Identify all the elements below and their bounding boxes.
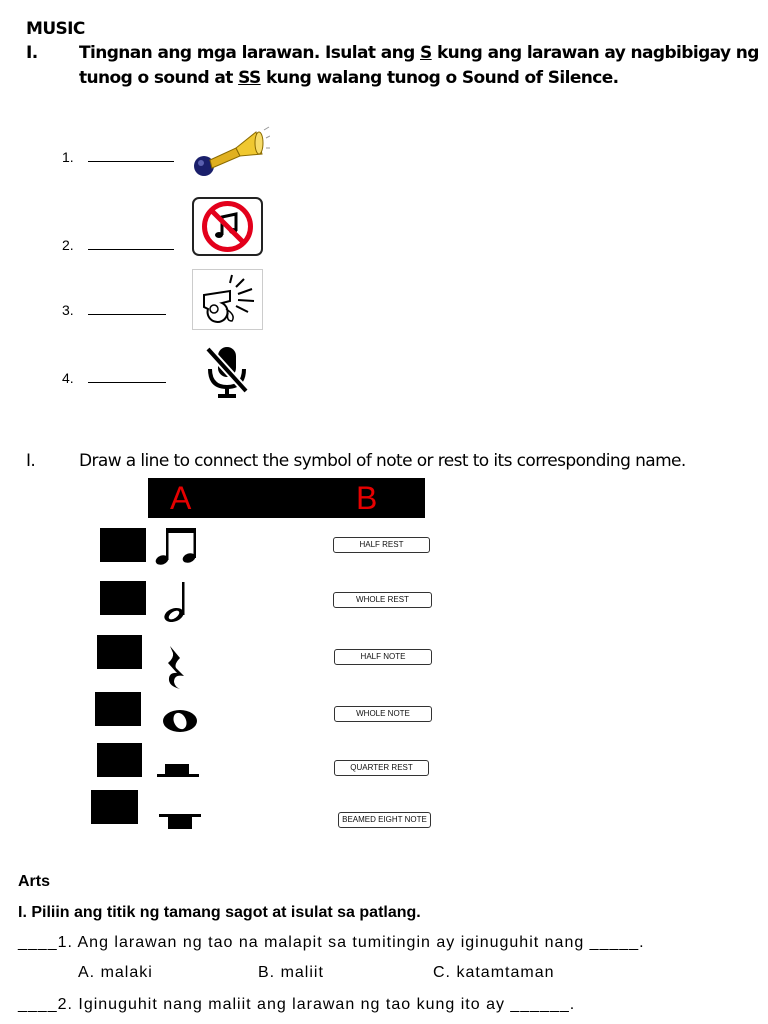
part1-instruction-line1: Tingnan ang mga larawan. Isulat ang S kung ang larawan ay nagbibigay ng: [79, 43, 759, 63]
column-b-label: B: [356, 480, 378, 516]
name-box-3: HALF NOTE: [334, 649, 432, 665]
part1-numeral: I.: [26, 43, 38, 63]
answer-box-4[interactable]: [95, 692, 141, 726]
part2-numeral: I.: [26, 451, 36, 471]
beamed-eighth-notes-icon: [155, 525, 201, 567]
half-rest-icon: [155, 760, 201, 780]
item-2: 2.: [62, 237, 174, 253]
q1-choice-b: B. maliit: [258, 964, 324, 981]
part1-instruction-line2: tunog o sound at SS kung walang tunog o Sound of Silence.: [79, 68, 619, 88]
arts-instruction: I. Piliin ang titik ng tamang sagot at isulat sa patlang.: [18, 904, 421, 921]
answer-box-6[interactable]: [91, 790, 138, 824]
q1-choice-a: A. malaki: [78, 964, 153, 981]
no-music-sign-icon: [192, 197, 263, 256]
trumpet-icon: [190, 126, 270, 181]
answer-blank-3[interactable]: [88, 313, 166, 315]
whole-note-icon: [162, 708, 198, 734]
answer-box-3[interactable]: [97, 635, 142, 669]
answer-box-1[interactable]: [100, 528, 146, 562]
ss-mark: SS: [238, 68, 261, 88]
name-box-4: WHOLE NOTE: [334, 706, 432, 722]
arts-question-1: ____1. Ang larawan ng tao na malapit sa tumitingin ay iginuguhit nang _____.: [18, 934, 645, 951]
answer-blank-2[interactable]: [88, 248, 174, 250]
answer-blank-1[interactable]: [88, 160, 174, 162]
arts-heading: Arts: [18, 873, 51, 890]
whole-rest-icon: [157, 811, 203, 833]
music-heading: MUSIC: [26, 19, 85, 39]
part2-instruction: Draw a line to connect the symbol of note or rest to its corresponding name.: [79, 451, 686, 471]
answer-blank-4[interactable]: [88, 381, 166, 383]
item-1: 1.: [62, 149, 174, 165]
matching-header-bar: [148, 478, 425, 518]
column-a-label: A: [170, 480, 192, 516]
name-box-1: HALF REST: [333, 537, 430, 553]
whistle-icon: [192, 269, 263, 330]
q1-choice-c: C. katamtaman: [433, 964, 555, 981]
item-3: 3.: [62, 302, 166, 318]
half-note-icon: [156, 580, 192, 624]
answer-box-2[interactable]: [100, 581, 146, 615]
quarter-rest-icon: [164, 644, 190, 690]
answer-box-5[interactable]: [97, 743, 142, 777]
name-box-5: QUARTER REST: [334, 760, 429, 776]
name-box-6: BEAMED EIGHT NOTE: [338, 812, 431, 828]
s-mark: S: [420, 43, 432, 63]
name-box-2: WHOLE REST: [333, 592, 432, 608]
arts-question-2: ____2. Iginuguhit nang maliit ang larawan ng tao kung ito ay ______.: [18, 996, 576, 1013]
item-4: 4.: [62, 370, 166, 386]
muted-microphone-icon: [200, 343, 254, 401]
